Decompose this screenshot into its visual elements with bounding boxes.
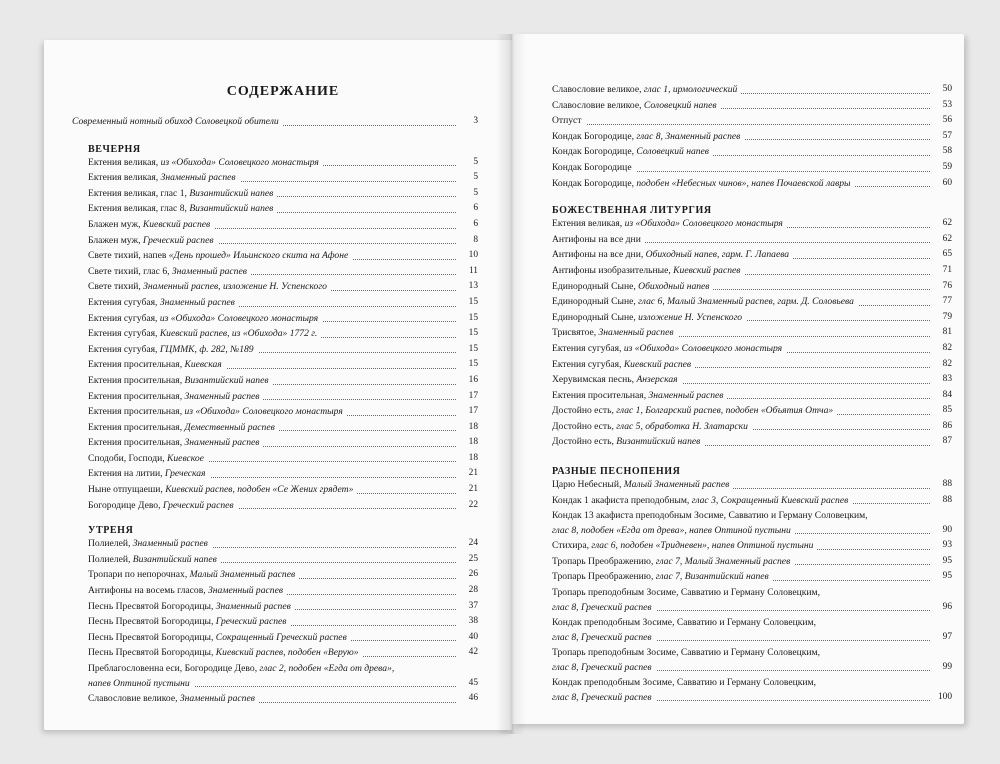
page-number: 15 [466, 357, 478, 373]
entry-title: Кондак Богородице, [552, 177, 637, 189]
page-number: 62 [940, 216, 952, 232]
toc-entry[interactable] [552, 554, 952, 570]
page-number: 37 [466, 599, 478, 615]
entry-subtitle: Знаменный распев [648, 389, 724, 401]
entry-title: Ектения просительная, [88, 421, 185, 433]
entry-title: Песнь Пресвятой Богородицы, [88, 631, 216, 643]
entry-title: Антифоны изобразительные, [552, 264, 674, 276]
toc-entry[interactable] [88, 630, 478, 646]
page-number: 95 [940, 554, 952, 570]
entry-title: Ектения просительная, [88, 359, 185, 371]
entry-title: Стихира, [552, 540, 592, 552]
entry-subtitle: Греческий распев [215, 616, 287, 628]
entry-title: Тропари по непорочнах, [88, 569, 190, 581]
toc-entry[interactable] [552, 372, 952, 388]
entry-subtitle: Византийский напев [184, 374, 269, 386]
entry-title: Ектения великая, глас 1, [88, 187, 190, 199]
page-number: 82 [940, 341, 952, 357]
toc-entry[interactable] [88, 498, 478, 514]
toc-entry[interactable] [552, 434, 952, 450]
entry-title: Песнь Пресвятой Богородицы, [88, 600, 216, 612]
entry-subtitle: глас 3, Сокращенный Киевский распев [691, 494, 849, 506]
page-number: 90 [940, 523, 952, 538]
matins-section [88, 525, 478, 706]
page-number: 24 [466, 536, 478, 552]
section-title-various: РАЗНЫЕ ПЕСНОПЕНИЯ [552, 466, 681, 478]
entry-title: Сподоби, Господи, [88, 452, 168, 464]
page-number: 83 [940, 372, 952, 388]
right-column [552, 82, 952, 705]
entry-title: Ектения великая, глас 8, [88, 203, 190, 215]
toc-entry[interactable] [88, 435, 478, 451]
toc-entry[interactable] [552, 569, 952, 585]
toc-entry[interactable] [88, 311, 478, 327]
toc-entry[interactable] [88, 482, 478, 498]
entry-subtitle: Малый Знаменный распев [623, 479, 730, 491]
entry-title: Кондак Богородице, [552, 146, 637, 158]
page-number: 88 [940, 493, 952, 509]
entry-title: Свете тихий, [88, 281, 144, 293]
toc-entry[interactable] [88, 599, 478, 615]
page-number: 6 [470, 201, 478, 217]
toc-entry[interactable] [552, 98, 952, 114]
liturgy-list [552, 216, 952, 450]
page-number: 81 [940, 325, 952, 341]
entry-subtitle: Сокращенный Греческий распев [215, 631, 347, 643]
toc-entry[interactable] [88, 389, 478, 405]
entry-title: Славословие великое, [552, 99, 644, 111]
contents-title: СОДЕРЖАНИЕ [226, 84, 340, 99]
toc-entry[interactable] [88, 552, 478, 568]
toc-entry[interactable] [552, 477, 952, 493]
page-number: 57 [940, 129, 952, 145]
toc-entry[interactable] [552, 294, 952, 310]
entry-title: Ектения просительная, [88, 374, 185, 386]
entry-title: Ектения сугубая, [88, 312, 160, 324]
page-number: 79 [940, 310, 952, 326]
various-section [552, 466, 952, 705]
entry-title: Ектения на литии, [88, 468, 165, 480]
entry-title: Ектения просительная, [88, 437, 185, 449]
entry-subtitle: Знаменный распев [132, 538, 208, 550]
entry-subtitle: Киевский распев [142, 218, 211, 230]
toc-entry[interactable] [88, 357, 478, 373]
entry-subtitle: глас 8, Греческий распев [552, 632, 656, 643]
entry-subtitle: Обиходный напев, гарм. Г. Лапаева [645, 249, 790, 261]
entry-subtitle: Киевский распев, подобен «Се Жених грядет» [165, 484, 354, 496]
entry-title: Антифоны на все дни [552, 233, 641, 245]
toc-entry[interactable] [552, 403, 952, 419]
entry-title: Ныне отпущаеши, [88, 484, 166, 496]
page-number: 17 [466, 404, 478, 420]
entry-subtitle: изложение Н. Успенского [638, 311, 743, 323]
entry-subtitle: из «Обихода» Соловецкого монастыря [184, 406, 343, 418]
entry-title: Ектения сугубая, [88, 343, 160, 355]
entry-subtitle: ГЦММК, ф. 282, №189 [159, 343, 254, 355]
page-number: 95 [940, 569, 952, 585]
toc-entry[interactable] [552, 615, 952, 645]
entry-subtitle: Демественный распев [184, 421, 275, 433]
page-number: 77 [940, 294, 952, 310]
page-number: 38 [466, 614, 478, 630]
toc-entry[interactable] [88, 264, 478, 280]
vespers-section [88, 144, 478, 514]
toc-entry[interactable] [88, 645, 478, 661]
entry-title: Блажен муж, [88, 218, 143, 230]
toc-entry[interactable]: Кондак 13 акафиста преподобным Зосиме, Савватию и Герману Соловецким, глас 8, подобен «Егда от древа», напев Оптиной пустыни 90 [552, 510, 952, 537]
page-number: 25 [466, 552, 478, 568]
entry-title: Царю Небесный, [552, 479, 624, 491]
toc-entry[interactable] [552, 176, 952, 192]
entry-title: Кондак преподобным Зосиме, Савватию и Герману Соловецким, [552, 677, 816, 689]
entry-subtitle: Киевский распев, подобен «Верую» [215, 647, 359, 659]
various-list-2 [552, 538, 952, 585]
page-number: 93 [940, 538, 952, 554]
page-number: 15 [466, 342, 478, 358]
intro-title: Современный нотный обиход Соловецкой обители [72, 116, 283, 127]
entry-subtitle: Знаменный распев [171, 265, 247, 277]
vespers-list [88, 155, 478, 514]
toc-entry[interactable] [88, 342, 478, 358]
toc-entry[interactable] [88, 186, 478, 202]
entry-subtitle: Греческий распев [162, 499, 234, 511]
page-number: 42 [466, 645, 478, 661]
page-number: 100 [935, 690, 952, 705]
page-number: 53 [940, 98, 952, 114]
toc-entry[interactable] [552, 675, 952, 705]
page-number: 5 [470, 170, 478, 186]
entry-subtitle: Киевский распев [623, 358, 692, 370]
page-number: 45 [466, 676, 478, 691]
entry-title: Кондак преподобным Зосиме, Савватию и Герману Соловецким, [552, 617, 816, 629]
page-number: 6 [470, 217, 478, 233]
toc-entry[interactable]: Преблагословенна еси, Богородице Дево, глас 2, подобен «Егда от древа», напев Оптиной пустыни 45 [88, 663, 478, 689]
entry-title: Достойно есть, [552, 436, 617, 448]
entry-title: Ектения сугубая, [88, 328, 160, 340]
toc-entry[interactable] [552, 113, 952, 129]
page-number: 15 [466, 295, 478, 311]
right-top-list [552, 82, 952, 191]
entry-title: Херувимская песнь, [552, 374, 637, 386]
page-number: 46 [466, 691, 478, 707]
toc-entry[interactable] [552, 160, 952, 176]
entry-subtitle: глас 6, подобен «Тридневен», напев Оптиной пустыни [591, 540, 814, 552]
entry-title: Достойно есть, [552, 420, 617, 432]
entry-title: Кондак 1 акафиста преподобным, [552, 494, 692, 506]
toc-entry[interactable] [88, 170, 478, 186]
entry-subtitle: глас 8, Греческий распев [552, 692, 656, 703]
toc-entry[interactable] [88, 326, 478, 342]
entry-subtitle: глас 8, Греческий распев [552, 602, 656, 613]
toc-entry[interactable] [88, 201, 478, 217]
entry-subtitle: из «Обихода» Соловецкого монастыря [160, 156, 319, 168]
entry-title: Ектения просительная, [552, 389, 649, 401]
entry-title: Достойно есть, [552, 405, 617, 417]
page-number: 65 [940, 247, 952, 263]
entry-subtitle: глас 7, Малый Знаменный распев [655, 555, 791, 567]
entry-subtitle: из «Обихода» Соловецкого монастыря [623, 342, 783, 354]
toc-entry[interactable] [88, 279, 478, 295]
page-number: 18 [466, 420, 478, 436]
page-number: 76 [940, 279, 952, 295]
toc-entry[interactable] [552, 388, 952, 404]
page-number: 15 [466, 311, 478, 327]
toc-entry[interactable] [88, 373, 478, 389]
entry-title: Свете тихий, глас 6, [88, 265, 172, 277]
toc-entry[interactable] [552, 419, 952, 435]
toc-entry[interactable] [552, 645, 952, 675]
entry-subtitle: глас 6, Малый Знаменный распев, гарм. Д. Соловьева [638, 296, 854, 308]
toc-entry[interactable] [88, 451, 478, 467]
various-list [552, 477, 952, 508]
page-number: 96 [940, 600, 952, 615]
intro-entry[interactable] [72, 114, 478, 130]
toc-entry[interactable] [88, 536, 478, 552]
entry-subtitle: Византийский напев [189, 187, 274, 199]
page-number: 17 [466, 389, 478, 405]
entry-title: Кондак Богородице [552, 161, 632, 173]
entry-subtitle: глас 8, Знаменный распев [636, 130, 741, 142]
entry-title: Песнь Пресвятой Богородицы, [88, 616, 216, 628]
toc-entry[interactable] [552, 247, 952, 263]
entry-title: Ектения великая, [88, 156, 161, 168]
entry-subtitle: Византийский напев [189, 203, 274, 215]
entry-title: Славословие великое, [552, 84, 644, 95]
page-number: 11 [466, 264, 478, 280]
page-number: 8 [470, 233, 478, 249]
leader-dots [552, 124, 930, 125]
page-number: 5 [470, 155, 478, 171]
page-number: 86 [940, 419, 952, 435]
page-number: 50 [940, 82, 952, 98]
entry-title: Ектения сугубая, [552, 358, 624, 370]
liturgy-section [552, 205, 952, 450]
entry-title: Трисвятое, [552, 327, 599, 339]
entry-title: Ектения сугубая, [552, 342, 624, 354]
entry-title: Ектения великая, [552, 218, 625, 230]
entry-title: Единородный Сыне, [552, 311, 639, 323]
entry-subtitle: Соловецкий напев [636, 146, 709, 158]
page-number: 85 [940, 403, 952, 419]
entry-subtitle: глас 8, Греческий распев [552, 662, 656, 673]
entry-subtitle: «День прошед» Ильинского скита на Афоне [168, 250, 349, 262]
page-number: 5 [470, 186, 478, 202]
entry-subtitle: Знаменный распев [160, 172, 236, 184]
page-number: 82 [940, 357, 952, 373]
entry-subtitle: глас 5, обработка Н. Златарски [616, 420, 748, 432]
toc-entry[interactable] [88, 466, 478, 482]
entry-title: Свете тихий, напев [88, 250, 169, 262]
page-number: 13 [466, 279, 478, 295]
entry-subtitle: Киевский распев [673, 264, 741, 276]
section-title-vespers: ВЕЧЕРНЯ [88, 143, 141, 155]
entry-title: Ектения просительная, [88, 406, 185, 418]
toc-entry[interactable] [88, 567, 478, 583]
toc-entry[interactable] [88, 248, 478, 264]
entry-subtitle: Знаменный распев [598, 327, 674, 339]
page-number: 18 [466, 451, 478, 467]
page-number: 15 [466, 326, 478, 342]
toc-entry[interactable] [552, 232, 952, 248]
entry-subtitle: Знаменный распев [184, 437, 260, 449]
page-number: 88 [940, 477, 952, 493]
toc-entry[interactable] [552, 325, 952, 341]
toc-entry[interactable] [88, 420, 478, 436]
entry-subtitle: Знаменный распев [215, 600, 291, 612]
entry-subtitle: Обиходный напев [638, 280, 710, 292]
toc-entry[interactable] [552, 216, 952, 232]
entry-subtitle: Византийский напев [132, 553, 217, 565]
entry-subtitle: Киевское [167, 452, 204, 464]
section-title-liturgy: БОЖЕСТВЕННАЯ ЛИТУРГИЯ [552, 205, 712, 217]
entry-title: Тропарь преподобным Зосиме, Савватию и Герману Соловецким, [552, 647, 820, 659]
entry-title: Ектения сугубая, [88, 296, 160, 308]
page-number: 62 [940, 232, 952, 248]
page-number: 71 [940, 263, 952, 279]
section-title-matins: УТРЕНЯ [88, 525, 134, 537]
toc-entry[interactable] [88, 155, 478, 171]
entry-title: Ектения просительная, [88, 390, 185, 402]
page-number: 21 [466, 482, 478, 498]
entry-subtitle: из «Обихода» Соловецкого монастыря [159, 312, 319, 324]
entry-subtitle: Малый Знаменный распев [189, 569, 296, 581]
page-number: 84 [940, 388, 952, 404]
toc-entry[interactable] [552, 82, 952, 98]
page-number: 56 [940, 113, 952, 129]
toc-entry[interactable] [552, 341, 952, 357]
entry-title: Единородный Сыне, [552, 296, 639, 308]
entry-title: Кондак Богородице, [552, 130, 637, 142]
entry-title: Тропарь преподобным Зосиме, Савватию и Герману Соловецким, [552, 587, 820, 599]
page-number: 60 [940, 176, 952, 192]
matins-list [88, 536, 478, 661]
toc-entry[interactable] [552, 357, 952, 373]
entry-title: Полиелей, [88, 553, 133, 565]
toc-entry[interactable]: Славословие великое, Знаменный распев 46 [88, 691, 478, 707]
toc-entry[interactable] [88, 295, 478, 311]
toc-entry[interactable] [88, 614, 478, 630]
toc-entry[interactable] [552, 144, 952, 160]
entry-title: Ектения великая, [88, 172, 161, 184]
entry-title: Песнь Пресвятой Богородицы, [88, 647, 216, 659]
toc-entry[interactable] [552, 493, 952, 509]
toc-entry[interactable] [88, 404, 478, 420]
entry-subtitle: Киевская [184, 359, 222, 371]
page-number: 40 [466, 630, 478, 646]
entry-subtitle: глас 1, Болгарский распев, подобен «Объятия Отча» [616, 405, 834, 417]
toc-entry[interactable] [88, 217, 478, 233]
entry-title: Богородице Дево, [88, 499, 163, 511]
entry-title: Блажен муж, [88, 234, 143, 246]
page-number: 26 [466, 567, 478, 583]
page-number: 99 [940, 660, 952, 675]
page-number: 22 [466, 498, 478, 514]
entry-subtitle: глас 7, Византийский напев [655, 571, 769, 583]
entry-title: Антифоны на восемь гласов, [88, 585, 209, 597]
entry-subtitle: Византийский напев [616, 436, 701, 448]
entry-subtitle: Греческая [164, 468, 206, 480]
entry-subtitle: Знаменный распев, изложение Н. Успенского [143, 281, 327, 293]
page-number: 28 [466, 583, 478, 599]
entry-title: Тропарь Преображению, [552, 571, 656, 583]
various-multi-list [552, 585, 952, 705]
toc-entry[interactable] [88, 583, 478, 599]
page-number: 10 [466, 248, 478, 264]
entry-title: Антифоны на все дни, [552, 249, 646, 261]
page-number: 3 [470, 114, 478, 130]
entry-title: Тропарь Преображению, [552, 555, 656, 567]
toc-entry[interactable] [552, 263, 952, 279]
toc-entry[interactable] [552, 279, 952, 295]
entry-subtitle: Соловецкий напев [643, 99, 717, 111]
toc-entry[interactable] [552, 310, 952, 326]
page-number: 59 [940, 160, 952, 176]
toc-entry[interactable] [552, 538, 952, 554]
page-number: 16 [466, 373, 478, 389]
toc-entry[interactable] [552, 129, 952, 145]
entry-subtitle: Знаменный распев [159, 296, 235, 308]
entry-subtitle: Анзерская [636, 374, 678, 386]
entry-subtitle: глас 1, ирмологический [643, 84, 738, 95]
entry-title: Полиелей, [88, 538, 133, 550]
toc-entry[interactable] [552, 585, 952, 615]
entry-subtitle: подобен «Небесных чинов», напев Почаевской лавры [636, 177, 851, 189]
entry-subtitle: Греческий распев [142, 234, 214, 246]
page-number: 97 [940, 630, 952, 645]
entry-subtitle: из «Обихода» Соловецкого монастыря [624, 218, 783, 230]
entry-title: Единородный Сыне, [552, 280, 639, 292]
page-number: 21 [466, 466, 478, 482]
page-number: 87 [940, 434, 952, 450]
toc-entry[interactable] [88, 233, 478, 249]
page-number: 58 [940, 144, 952, 160]
entry-subtitle: Знаменный распев [184, 390, 260, 402]
entry-subtitle: Знаменный распев [208, 585, 284, 597]
entry-subtitle: Киевский распев, из «Обихода» 1772 г. [159, 328, 318, 340]
page-number: 18 [466, 435, 478, 451]
entry-title: Отпуст [552, 115, 582, 127]
left-column [72, 84, 478, 707]
